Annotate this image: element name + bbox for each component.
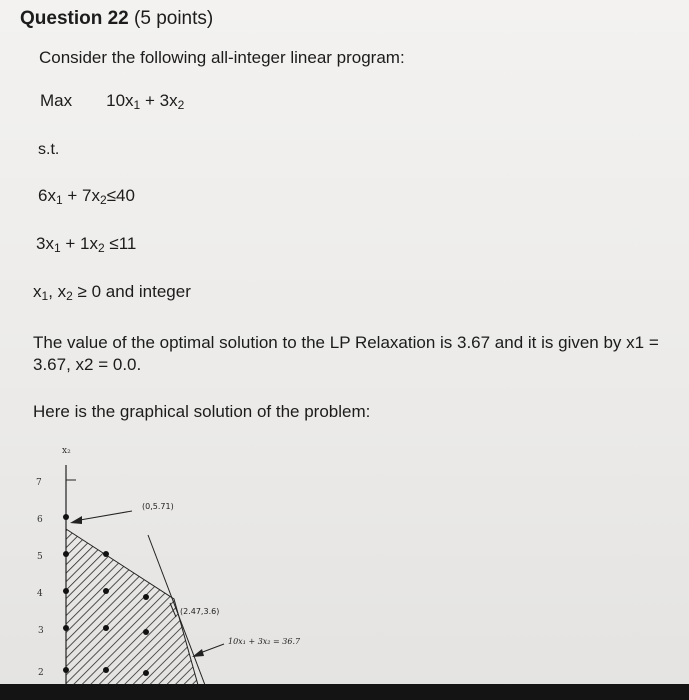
y-tick-7: 7	[36, 478, 42, 488]
callout-line-3	[200, 644, 224, 653]
objective-row	[40, 91, 184, 112]
objective-function: $10x_1 + 3x_2$	[106, 91, 185, 112]
y-tick-2: 2	[38, 668, 44, 678]
integer-point	[63, 625, 69, 631]
y-tick-5: 5	[37, 552, 43, 562]
lp-relaxation-text: The value of the optimal solution to the LP Relaxation is 3.67 and it is given by x1 = 3.67, x2 = 0.0.	[33, 333, 659, 374]
feasible-region	[66, 529, 198, 685]
callout-arrow-1	[70, 516, 82, 524]
question-number: Question 22	[20, 8, 129, 29]
integer-point	[103, 625, 109, 631]
integer-point	[143, 629, 149, 635]
constraint-2: $3x_1 + 1x_2 \le 11$	[36, 234, 137, 255]
integer-point	[143, 594, 149, 600]
integer-point	[63, 551, 69, 557]
graphical-solution-figure	[0, 435, 689, 685]
nonnegativity-constraint: $x_1$, $x_2 \ge 0$ and integer	[33, 282, 191, 303]
objective-line-label: 10x₁ + 3x₂ = 36.7	[228, 637, 301, 646]
integer-point	[103, 667, 109, 673]
integer-point	[103, 551, 109, 557]
bottom-bar	[0, 684, 689, 700]
integer-point	[63, 588, 69, 594]
callout-line-1	[80, 511, 132, 520]
question-intro: Consider the following all-integer linear program:	[39, 48, 405, 67]
integer-point	[63, 514, 69, 520]
integer-point	[143, 670, 149, 676]
graph-intro-text: Here is the graphical solution of the problem:	[33, 402, 371, 421]
callout-arrow-3	[192, 649, 204, 657]
point-label-2.47-3.6: (2.47,3.6)	[180, 607, 220, 616]
y-tick-4: 4	[37, 589, 43, 599]
point-label-0-5.71: (0,5.71)	[142, 502, 174, 511]
question-points: (5 points)	[134, 8, 214, 29]
integer-point	[63, 667, 69, 673]
y-tick-3: 3	[38, 626, 44, 636]
y-axis-label: x₂	[62, 446, 71, 456]
question-title	[20, 8, 213, 30]
subject-to-label: s.t.	[38, 141, 60, 158]
objective-label: Max	[40, 91, 73, 110]
integer-point	[103, 588, 109, 594]
constraint-1: $6x_1 + 7x_2\le 40$	[38, 186, 135, 207]
y-tick-6: 6	[37, 515, 43, 525]
